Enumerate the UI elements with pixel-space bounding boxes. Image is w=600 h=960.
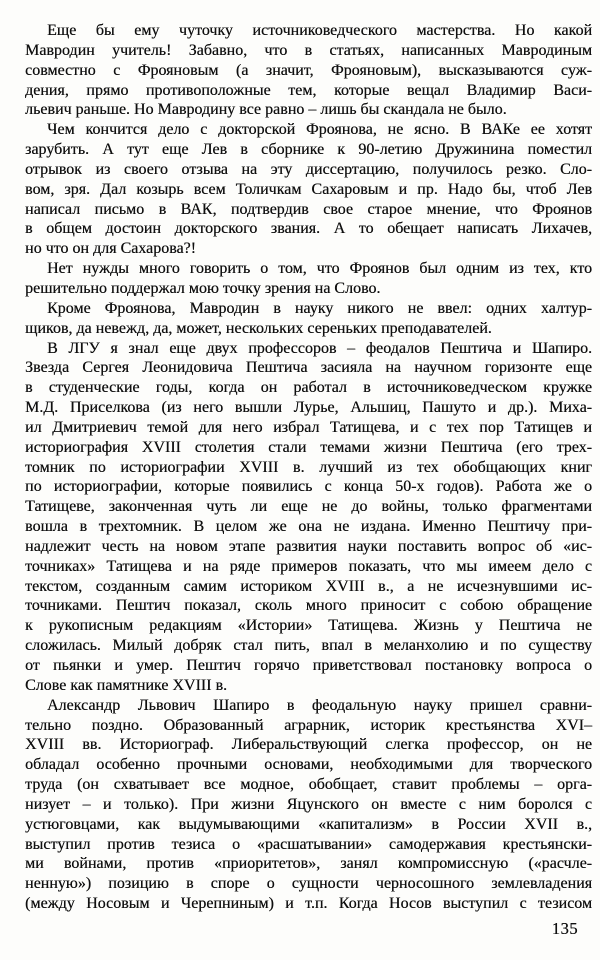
text-line: труда (он схватывает все модное, обобщает, ставит проблемы – орга-: [25, 776, 592, 794]
text-line: томник по историографии XVIII в. лучший из тех обобщающих книг: [25, 458, 592, 476]
text-line: решительно поддержал мою точку зрения на Слово.: [25, 279, 381, 297]
text-line: вошла в трехтомник. В целом же она не издана. Именно Пештичу при-: [25, 518, 592, 536]
text-line: XVIII вв. Историограф. Либеральствующий слегка профессор, он не: [25, 736, 592, 754]
text-line: вом, зря. Дал козырь всем Толичкам Сахаровым и пр. Надо бы, чтоб Лев: [25, 180, 592, 198]
text-line: написал письмо в ВАК, подтвердив свое старое мнение, что Фроянов: [25, 200, 592, 218]
paragraph: [25, 339, 592, 696]
text-line: Нет нужды много говорить о том, что Фроянов был одним из тех, кто: [47, 260, 592, 278]
text-line: Кроме Фроянова, Мавродин в науку никого не ввел: одних халтур-: [47, 299, 592, 317]
text-line: льевич раньше. Но Мавродину все равно – лишь бы скандала не было.: [25, 101, 507, 119]
text-line: выступил против тезиса о «расшатывании» самодержавия крестьянски-: [25, 835, 592, 853]
text-line: Еще бы ему чуточку источниковедческого мастерства. Но какой: [47, 22, 592, 39]
text-line: Татищеве, законченная чуть ли еще не до войны, только фрагментами: [25, 498, 592, 516]
text-line: тельно поздно. Образованный аграрник, историк крестьянства XVI–: [25, 716, 592, 734]
text-line: историография XVIII столетия стали темами жизни Пештича (его трех-: [25, 438, 592, 456]
paragraph: [25, 696, 592, 914]
text-line: зарубить. А тут еще Лев в сборнике к 90-летию Дружинина поместил: [25, 141, 592, 159]
text-line: Слове как памятнике XVIII в.: [25, 676, 228, 694]
text-line: отрывок из своего отзыва на эту диссертацию, получилось резко. Сло-: [25, 160, 592, 178]
text-line: но что он для Сахарова?!: [25, 240, 196, 258]
text-line: обладал особенно прочными основами, необходимыми для творческого: [25, 756, 592, 774]
text-line: щиков, да невежд, да, может, нескольких сереньких преподавателей.: [25, 319, 492, 337]
text-line: М.Д. Приселкова (из него вышли Лурье, Альшиц, Пашуто и др.). Миха-: [25, 399, 592, 417]
text-line: низует – и только). При жизни Яцунского он вместе с ним боролся с: [25, 795, 592, 813]
paragraph: [25, 299, 592, 339]
paragraph: [25, 120, 592, 259]
text-line: ми войнами, против «приоритетов», занял компромиссную («расчле-: [25, 855, 592, 873]
page-text: [25, 21, 592, 914]
text-line: Мавродин учитель! Забавно, что в статьях, написанных Мавродиным: [25, 41, 592, 59]
text-line: дения, прямо противоположные тем, которые вещал Владимир Васи-: [25, 81, 592, 99]
text-line: совместно с Фрояновым (а значит, Фрояновым), высказываются суж-: [25, 61, 592, 79]
text-line: в общем достоин докторского звания. А то обещает написать Лихачев,: [25, 220, 592, 238]
text-line: точниками. Пештич показал, сколь много приносит с собою обращение: [25, 597, 592, 615]
text-line: ил Дмитриевич темой для него избрал Татищева, и с тех пор Татищев и: [25, 418, 592, 436]
text-line: В ЛГУ я знал еще двух профессоров – феодалов Пештича и Шапиро.: [47, 339, 592, 357]
text-line: сложилась. Милый добряк стал пить, впал в меланхолию и по существу: [25, 637, 592, 655]
text-line: от пьянки и умер. Пештич горячо приветствовал постановку вопроса о: [25, 657, 592, 674]
text-line: (между Носовым и Черепниным) и т.п. Когда Носов выступил с тезисом: [25, 895, 592, 913]
text-line: точниках» Татищева и на ряде примеров показать, что мы имеем дело с: [25, 557, 592, 575]
text-line: Александр Львович Шапиро в феодальную науку пришел сравни-: [47, 696, 592, 714]
text-line: ненную») позицию в споре о сущности черносошного землевладения: [25, 875, 592, 893]
page-number: 135: [551, 919, 578, 938]
text-line: Чем кончится дело с докторской Фроянова, не ясно. В ВАКе ее хотят: [47, 121, 592, 139]
text-line: надлежит честь на новом этапе развития науки поставить вопрос об «ис-: [25, 537, 592, 555]
text-line: в студенческие годы, когда он работал в источниковедческом кружке: [25, 379, 592, 397]
text-line: устюговцами, как выдумывающими «капитализм» в России XVII в.,: [25, 815, 592, 833]
paragraph: [25, 21, 592, 120]
paragraph: [25, 259, 592, 299]
text-line: к рукописным редакциям «Истории» Татищева. Жизнь у Пештича не: [25, 617, 592, 635]
text-line: текстом, созданным самим историком XVIII в., а не исчезнувшими ис-: [25, 577, 592, 595]
text-line: Звезда Сергея Леонидовича Пештича засияла на научном горизонте еще: [25, 359, 592, 377]
text-line: по историографии, которые появились с конца 50-х годов). Работа же о: [25, 478, 592, 496]
